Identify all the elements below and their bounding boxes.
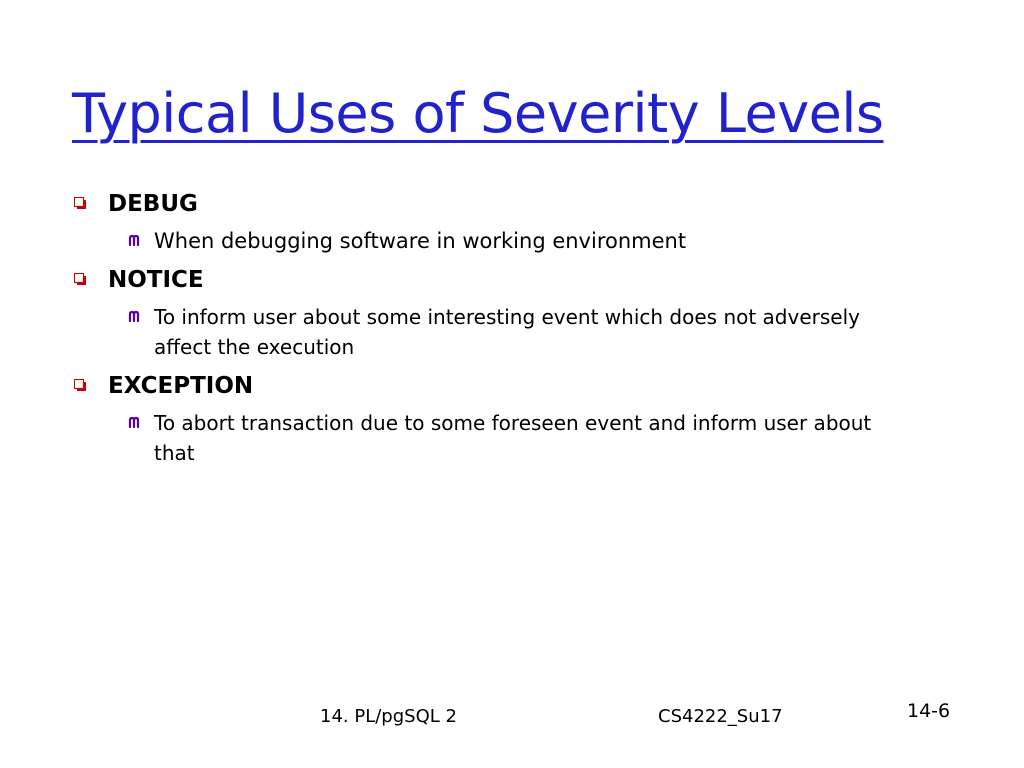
sub-bullet-debug bbox=[154, 226, 952, 256]
square-bullet-icon bbox=[74, 273, 86, 285]
bullet-label-notice: NOTICE bbox=[108, 267, 204, 293]
sub-bullet-exception bbox=[154, 408, 894, 468]
footer-course-code: CS4222_Su17 bbox=[658, 706, 783, 727]
bullet-label-exception: EXCEPTION bbox=[108, 373, 254, 399]
bullet-item-notice bbox=[72, 264, 952, 296]
sub-bullet-text-notice: To inform user about some interesting event which does not adversely affect the execution bbox=[154, 305, 860, 359]
bullet-item-exception bbox=[72, 370, 952, 402]
slide-title: Typical Uses of Severity Levels bbox=[72, 82, 884, 145]
sub-bullet-text-exception: To abort transaction due to some foreseen event and inform user about that bbox=[154, 411, 872, 465]
footer-course-topic: 14. PL/pgSQL 2 bbox=[320, 706, 457, 727]
bullet-label-debug: DEBUG bbox=[108, 191, 198, 217]
sub-bullet-notice bbox=[154, 302, 894, 362]
m-bullet-icon bbox=[128, 414, 144, 430]
bullet-list bbox=[72, 188, 952, 468]
m-bullet-icon bbox=[128, 232, 144, 248]
slide-number: 14-6 bbox=[907, 700, 951, 722]
bullet-item-debug bbox=[72, 188, 952, 220]
square-bullet-icon bbox=[74, 197, 86, 209]
sub-bullet-text-debug: When debugging software in working environment bbox=[154, 229, 687, 253]
m-bullet-icon bbox=[128, 308, 144, 324]
square-bullet-icon bbox=[74, 379, 86, 391]
